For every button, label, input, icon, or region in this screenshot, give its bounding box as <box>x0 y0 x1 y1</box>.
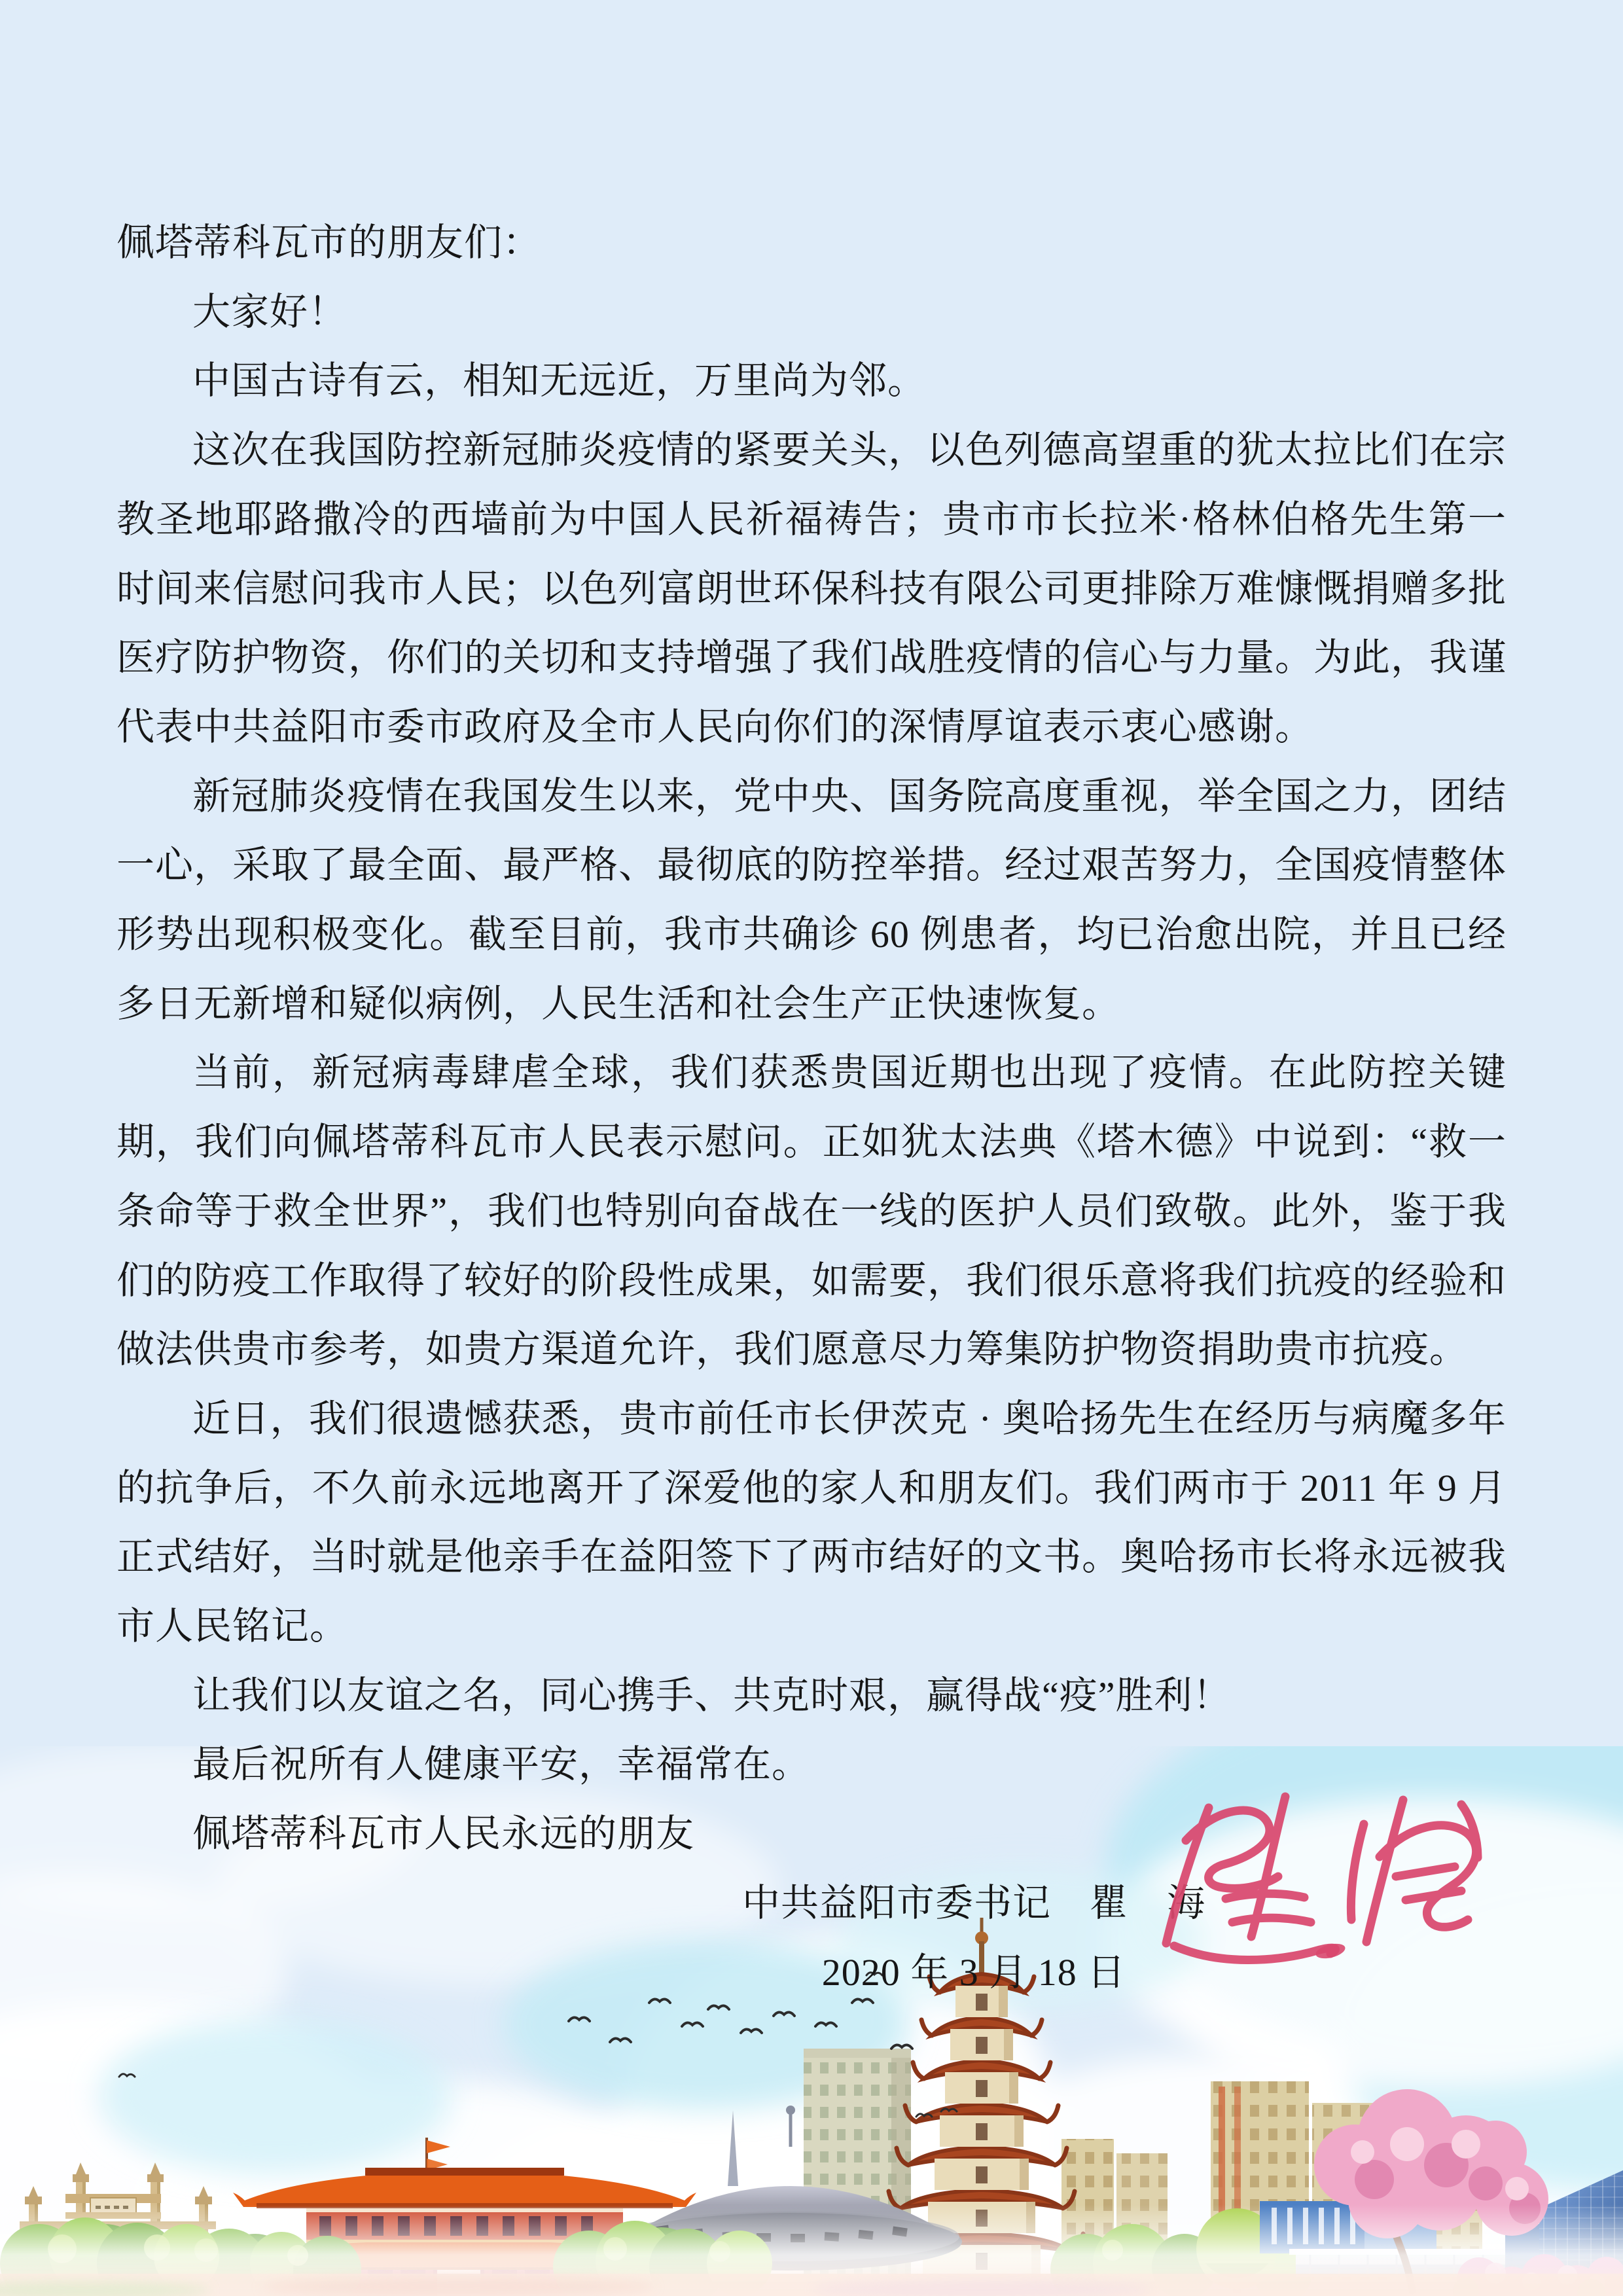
paragraph: 佩塔蒂科瓦市人民永远的朋友 <box>192 1812 695 1856</box>
ground-haze <box>0 2204 1623 2296</box>
paragraph: 大家好！ <box>192 290 348 333</box>
paragraph: 让我们以友谊之名，同心携手、共克时艰，赢得战“疫”胜利！ <box>192 1674 1232 1717</box>
salutation: 佩塔蒂科瓦市的朋友们： <box>116 221 542 264</box>
date-line: 2020 年 3 月 18 日 <box>821 1950 1126 1994</box>
paragraph: 最后祝所有人健康平安，幸福常在。 <box>192 1743 811 1786</box>
letter-body <box>116 208 1507 2007</box>
paragraph: 中国古诗有云，相知无远近，万里尚为邻。 <box>192 359 927 403</box>
paragraph: 近日，我们很遗憾获悉，贵市前任市长伊茨克 · 奥哈扬先生在经历与病魔多年的抗争后，不久前永远地离开了深爱他的家人和朋友们。我们两市于 2011 年 9 月正式结好，当时就是他亲手在益阳签下了两市结好的文书。奥哈扬市长将永远被我市人民铭记。 <box>116 1397 1507 1648</box>
paragraph: 新冠肺炎疫情在我国发生以来，党中央、国务院高度重视，举全国之力，团结一心，采取了最全面、最严格、最彻底的防控举措。经过艰苦努力，全国疫情整体形势出现积极变化。截至目前，我市共确诊 60 例患者，均已治愈出院，并且已经多日无新增和疑似病例，人民生活和社会生产正快速恢复。 <box>116 774 1507 1025</box>
signer-line: 中共益阳市委书记 瞿 海 <box>741 1881 1205 1924</box>
paragraph: 当前，新冠病毒肆虐全球，我们获悉贵国近期也出现了疫情。在此防控关键期，我们向佩塔蒂科瓦市人民表示慰问。正如犹太法典《塔木德》中说到：“救一条命等于救全世界”，我们也特别向奋战在一线的医护人员们致敬。此外，鉴于我们的防疫工作取得了较好的阶段性成果，如需要，我们很乐意将我们抗疫的经验和做法供贵市参考，如贵方渠道允许，我们愿意尽力筹集防护物资捐助贵市抗疫。 <box>116 1051 1507 1371</box>
handwritten-signature <box>1147 1775 1503 1991</box>
paragraph: 这次在我国防控新冠肺炎疫情的紧要关头，以色列德高望重的犹太拉比们在宗教圣地耶路撒冷的西墙前为中国人民祈福祷告；贵市市长拉米·格林伯格先生第一时间来信慰问我市人民；以色列富朗世环保科技有限公司更排除万难慷慨捐赠多批医疗防护物资，你们的关切和支持增强了我们战胜疫情的信心与力量。为此，我谨代表中共益阳市委市政府及全市人民向你们的深情厚谊表示衷心感谢。 <box>116 429 1507 748</box>
signature-strokes <box>1166 1797 1478 1960</box>
